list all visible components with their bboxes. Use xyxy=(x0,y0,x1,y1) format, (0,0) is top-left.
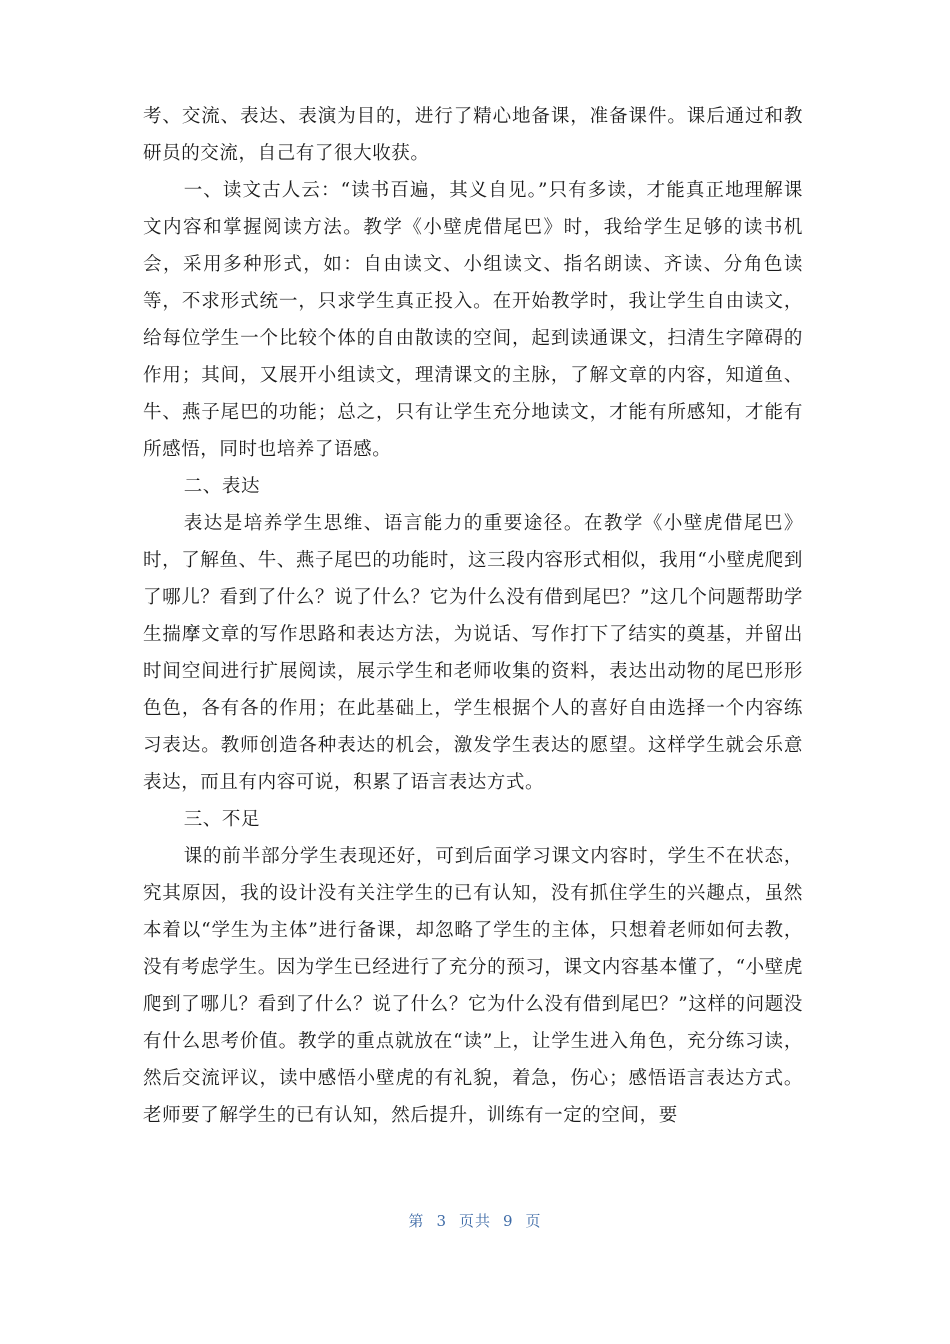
footer-current-page: 3 xyxy=(436,1212,447,1230)
footer-suffix: 页 xyxy=(525,1212,542,1230)
heading-section-expression: 二、表达 xyxy=(183,476,261,497)
paragraph-section-expression: 表达是培养学生思维、语言能力的重要途径。在教学《小壁虎借尾巴》时，了解鱼、牛、燕子尾巴的功能时，这三段内容形式相似，我用“小壁虎爬到了哪儿？看到了什么？说了什么？它为什么没有借到尾巴？”这几个问题帮助学生揣摩文章的写作思路和表达方法，为说话、写作打下了结实的奠基，并留出时间空间进行扩展阅读，展示学生和老师收集的资料，表达出动物的尾巴形形色色，各有各的作用；在此基础上，学生根据个人的喜好自由选择一个内容练习表达。教师创造各种表达的机会，激发学生表达的愿望。这样学生就会乐意表达，而且有内容可说，积累了语言表达方式。 xyxy=(143,513,803,793)
footer-middle: 页共 xyxy=(458,1212,491,1230)
paragraph-continuation: 考、交流、表达、表演为目的，进行了精心地备课，准备课件。课后通过和教研员的交流，自己有了很大收获。 xyxy=(143,106,803,164)
document-body xyxy=(143,98,803,1134)
paragraph-section-shortcomings: 课的前半部分学生表现还好，可到后面学习课文内容时，学生不在状态，究其原因，我的设计没有关注学生的已有认知，没有抓住学生的兴趣点，虽然本着以“学生为主体”进行备课，却忽略了学生的主体，只想着老师如何去教，没有考虑学生。因为学生已经进行了充分的预习，课文内容基本懂了，“小壁虎爬到了哪儿？看到了什么？说了什么？它为什么没有借到尾巴？”这样的问题没有什么思考价值。教学的重点就放在“读”上，让学生进入角色，充分练习读，然后交流评议，读中感悟小壁虎的有礼貌，着急，伤心；感悟语言表达方式。老师要了解学生的已有认知，然后提升，训练有一定的空间，要 xyxy=(143,846,803,1126)
paragraph-section-reading: 一、读文古人云：“读书百遍，其义自见。”只有多读，才能真正地理解课文内容和掌握阅读方法。教学《小壁虎借尾巴》时，我给学生足够的读书机会，采用多种形式，如：自由读文、小组读文、指名朗读、齐读、分角色读等，不求形式统一，只求学生真正投入。在开始教学时，我让学生自由读文，给每位学生一个比较个体的自由散读的空间，起到读通课文，扫清生字障碍的作用；其间，又展开小组读文，理清课文的主脉，了解文章的内容，知道鱼、牛、燕子尾巴的功能；总之，只有让学生充分地读文，才能有所感知，才能有所感悟，同时也培养了语感。 xyxy=(143,180,803,460)
heading-section-shortcomings: 三、不足 xyxy=(183,809,261,830)
footer-prefix: 第 xyxy=(408,1212,425,1230)
page-footer xyxy=(0,1210,950,1231)
footer-total-pages: 9 xyxy=(503,1212,514,1230)
